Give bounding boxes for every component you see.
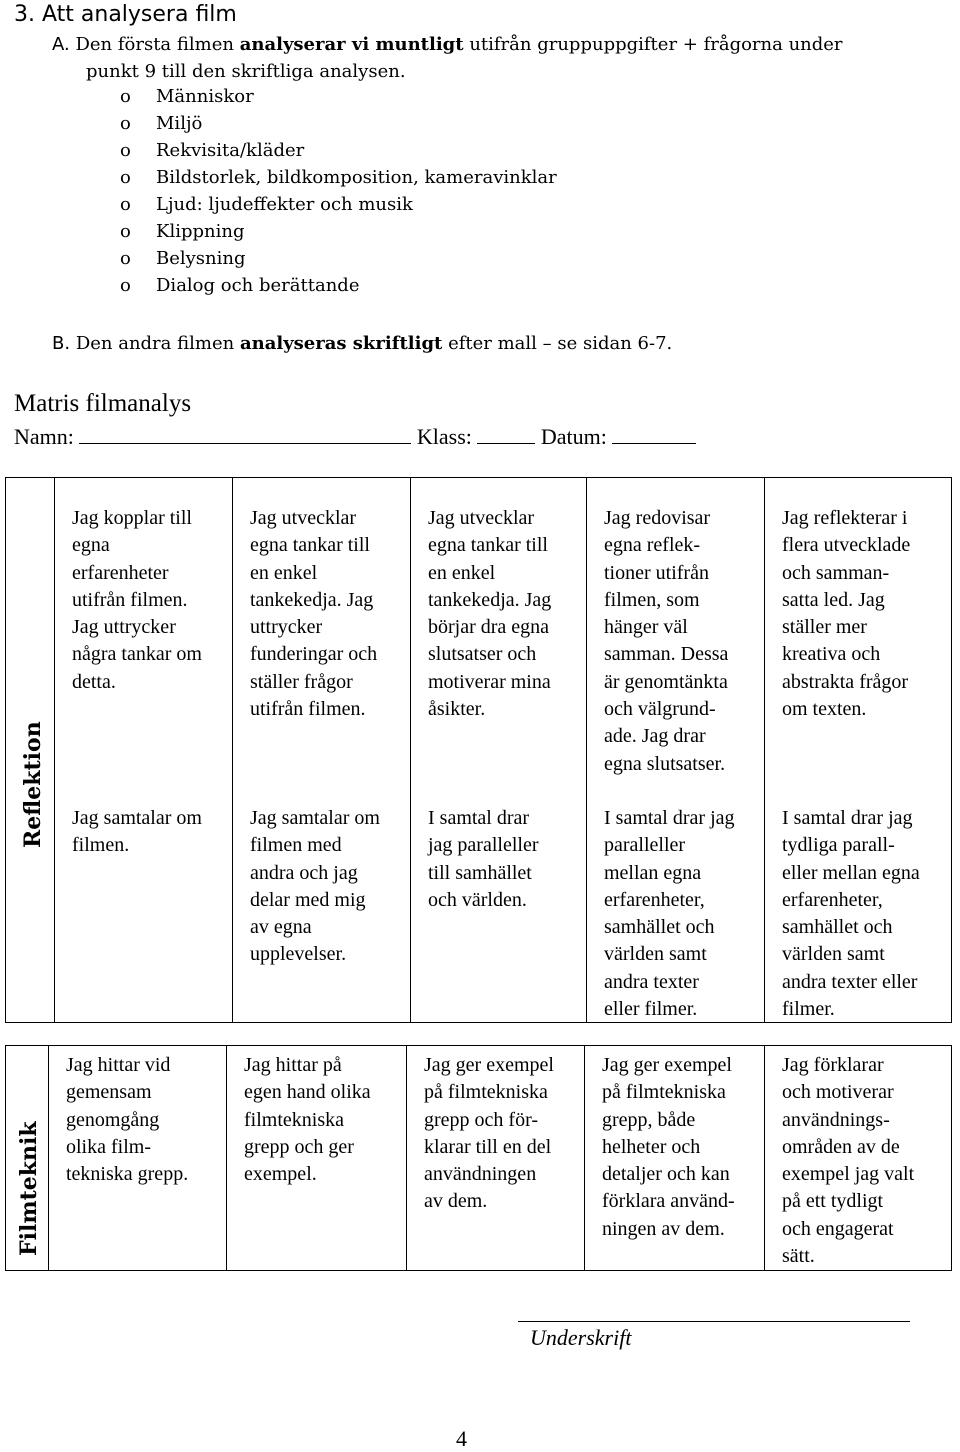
- bullet-item: [120, 140, 304, 161]
- reflektion-label-cell: [6, 478, 54, 1022]
- filmteknik-table: [5, 1045, 952, 1271]
- bullet-item: [120, 194, 413, 215]
- bullet-text: Bildstorlek, bildkomposition, kameravinklar: [156, 167, 557, 188]
- filmteknik-label-cell: [6, 1046, 48, 1270]
- datum-field[interactable]: [612, 427, 696, 444]
- filmteknik-column: [764, 1046, 951, 1270]
- section-a-line2: punkt 9 till den skriftliga analysen.: [86, 61, 406, 82]
- bullet-text: Ljud: ljudeffekter och musik: [156, 194, 413, 215]
- page-number: 4: [456, 1426, 467, 1451]
- reflektion-column: [232, 478, 410, 1022]
- bullet-text: Klippning: [156, 221, 245, 242]
- klass-label: Klass:: [416, 424, 472, 449]
- filmteknik-column: [406, 1046, 584, 1270]
- bullet-marker: o: [120, 248, 131, 269]
- filmteknik-column: [48, 1046, 226, 1270]
- bullet-text: Dialog och berättande: [156, 275, 360, 296]
- bullet-item: [120, 167, 557, 188]
- reflektion-row2-cell: I samtal drar jag paralleller mellan egna erfarenheter, samhället och världen samt andra texter eller filmer.: [604, 807, 735, 1021]
- matris-title: Matris filmanalys: [14, 390, 192, 417]
- bullet-marker: o: [120, 113, 131, 134]
- bullet-marker: o: [120, 167, 131, 188]
- section-a-letter: A.: [52, 34, 70, 55]
- reflektion-row1-cell: Jag reflekterar i flera utvecklade och samman- satta led. Jag ställer mer kreativa och abstrakta frågor om texten.: [782, 507, 911, 721]
- bullet-item: [120, 221, 244, 242]
- section-a-bold: analyserar vi muntligt: [239, 34, 464, 55]
- bullet-text: Miljö: [156, 113, 203, 134]
- section-b-line: [52, 330, 672, 357]
- bullet-text: Belysning: [156, 248, 246, 269]
- reflektion-column: [54, 478, 232, 1022]
- bullet-marker: o: [120, 275, 131, 296]
- section-b-pre: Den andra filmen: [75, 333, 235, 354]
- reflektion-label: Reflektion: [20, 721, 46, 848]
- section-b-letter: B.: [52, 333, 71, 354]
- reflektion-row2-cell: Jag samtalar om filmen.: [72, 807, 202, 857]
- reflektion-row1-cell: Jag kopplar till egna erfarenheter utifrån filmen. Jag uttrycker några tankar om detta.: [72, 507, 202, 693]
- reflektion-row2-cell: Jag samtalar om filmen med andra och jag delar med mig av egna upplevelser.: [250, 807, 380, 966]
- section-b-bold: analyseras skriftligt: [239, 333, 443, 354]
- section-a-pre: Den första filmen: [75, 34, 234, 55]
- reflektion-row1-cell: Jag utvecklar egna tankar till en enkel tankekedja. Jag uttrycker funderingar och ställer frågor utifrån filmen.: [250, 507, 378, 721]
- filmteknik-cell: Jag ger exempel på filmtekniska grepp och för- klarar till en del användningen av dem.: [424, 1054, 554, 1213]
- filmteknik-cell: Jag hittar på egen hand olika filmtekniska grepp och ger exempel.: [244, 1054, 371, 1186]
- filmteknik-column: [226, 1046, 406, 1270]
- reflektion-column: [586, 478, 764, 1022]
- filmteknik-label: Filmteknik: [16, 1121, 42, 1256]
- reflektion-column: [410, 478, 586, 1022]
- bullet-text: Människor: [156, 86, 254, 107]
- bullet-text: Rekvisita/kläder: [156, 140, 305, 161]
- filmteknik-cell: Jag förklarar och motiverar användnings- områden av de exempel jag valt på ett tydligt och engagerat sätt.: [782, 1054, 915, 1268]
- bullet-marker: o: [120, 194, 131, 215]
- reflektion-column: [764, 478, 951, 1022]
- bullet-item: [120, 275, 359, 296]
- section-heading: 3. Att analysera film: [14, 2, 237, 27]
- namn-field[interactable]: [79, 427, 411, 444]
- signature-line[interactable]: [518, 1321, 910, 1322]
- section-b-post: efter mall – se sidan 6-7.: [448, 333, 673, 354]
- klass-field[interactable]: [477, 427, 535, 444]
- filmteknik-cell: Jag hittar vid gemensam genomgång olika film- tekniska grepp.: [66, 1054, 189, 1186]
- filmteknik-column: [584, 1046, 764, 1270]
- bullet-marker: o: [120, 221, 131, 242]
- signature-label: Underskrift: [530, 1325, 632, 1350]
- reflektion-row2-cell: I samtal drar jag tydliga parall- eller mellan egna erfarenheter, samhället och världen samt andra texter eller filmer.: [782, 807, 920, 1021]
- reflektion-table: [5, 477, 952, 1023]
- name-class-date-line: [14, 424, 696, 450]
- section-a-post: utifrån gruppuppgifter + frågorna under: [469, 34, 843, 55]
- bullet-marker: o: [120, 140, 131, 161]
- bullet-marker: o: [120, 86, 131, 107]
- namn-label: Namn:: [14, 424, 74, 449]
- bullet-item: [120, 248, 246, 269]
- reflektion-row2-cell: I samtal drar jag paralleller till samhället och världen.: [428, 807, 539, 911]
- reflektion-row1-cell: Jag redovisar egna reflek- tioner utifrån filmen, som hänger väl samman. Dessa är genomtänkta och välgrund- ade. Jag drar egna slutsatser.: [604, 507, 729, 775]
- filmteknik-cell: Jag ger exempel på filmtekniska grepp, både helheter och detaljer och kan förklara använd- ningen av dem.: [602, 1054, 735, 1240]
- bullet-item: [120, 113, 202, 134]
- datum-label: Datum:: [540, 424, 607, 449]
- reflektion-row1-cell: Jag utvecklar egna tankar till en enkel tankekedja. Jag börjar dra egna slutsatser och motiverar mina åsikter.: [428, 507, 552, 721]
- section-a-line1: [52, 31, 843, 58]
- bullet-item: [120, 86, 254, 107]
